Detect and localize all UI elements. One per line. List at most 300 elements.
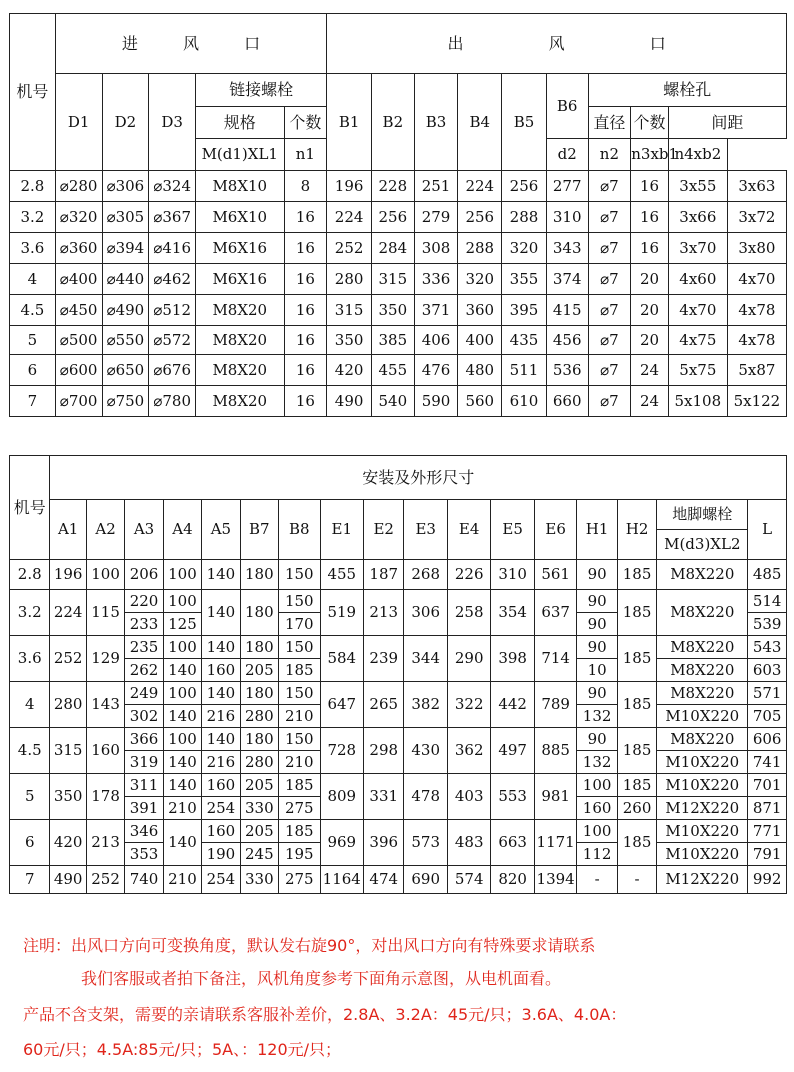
table-cell: 396 bbox=[364, 820, 404, 866]
table-cell: M10X220 bbox=[657, 843, 748, 866]
col-D2: D2 bbox=[102, 74, 149, 171]
table-cell: 320 bbox=[502, 233, 547, 264]
table-cell: 90 bbox=[577, 682, 617, 705]
table-cell: 258 bbox=[447, 590, 490, 636]
table-cell: 196 bbox=[327, 171, 372, 202]
note-line-4: 60元/只；4.5A:85元/只；5A、：120元/只； bbox=[23, 1040, 342, 1059]
table-cell: M6X10 bbox=[196, 202, 284, 233]
table-cell: 249 bbox=[125, 682, 163, 705]
table-cell: 140 bbox=[202, 560, 240, 590]
col-count2: 个数 bbox=[631, 107, 669, 139]
table-cell: ⌀324 bbox=[149, 171, 196, 202]
table-cell: 315 bbox=[327, 295, 372, 326]
machine-no-cell: 7 bbox=[10, 386, 56, 417]
table-row bbox=[10, 682, 787, 705]
col-L: L bbox=[748, 500, 787, 560]
col-spec: 规格 bbox=[196, 107, 284, 139]
table-cell: 310 bbox=[546, 202, 588, 233]
table-cell: 315 bbox=[50, 728, 86, 774]
foot-bolt-sub-header: M(d3)XL2 bbox=[657, 530, 748, 560]
table-cell: 571 bbox=[748, 682, 787, 705]
table-cell: 115 bbox=[86, 590, 124, 636]
table-cell: 10 bbox=[577, 659, 617, 682]
table-cell: 322 bbox=[447, 682, 490, 728]
table-cell: M12X220 bbox=[657, 797, 748, 820]
table-cell: ⌀600 bbox=[55, 355, 102, 386]
table-cell: 302 bbox=[125, 705, 163, 728]
col-n2: n2 bbox=[588, 139, 631, 171]
table-cell: 90 bbox=[577, 560, 617, 590]
table-cell: 490 bbox=[50, 866, 86, 894]
col-B8: B8 bbox=[279, 500, 320, 560]
table-cell: 483 bbox=[447, 820, 490, 866]
col-B1: B1 bbox=[327, 74, 372, 171]
table-cell: 216 bbox=[202, 751, 240, 774]
table-row bbox=[10, 326, 787, 355]
table-cell: ⌀512 bbox=[149, 295, 196, 326]
table-cell: 350 bbox=[327, 326, 372, 355]
table-cell: 298 bbox=[364, 728, 404, 774]
table-cell: ⌀400 bbox=[55, 264, 102, 295]
table-cell: 820 bbox=[491, 866, 534, 894]
table-cell: 701 bbox=[748, 774, 787, 797]
col-E4: E4 bbox=[447, 500, 490, 560]
table-cell: 288 bbox=[502, 202, 547, 233]
table-cell: 160 bbox=[202, 659, 240, 682]
note-line-1: 注明：出风口方向可变换角度，默认发右旋90°，对出风口方向有特殊要求请联系 bbox=[23, 936, 596, 955]
table-cell: 185 bbox=[617, 682, 656, 728]
table-cell: 350 bbox=[371, 295, 414, 326]
table-cell: 400 bbox=[458, 326, 502, 355]
col-n4xb2: n4xb2 bbox=[668, 139, 727, 171]
table-cell: 519 bbox=[320, 590, 363, 636]
table-cell: 539 bbox=[748, 613, 787, 636]
table-cell: M10X220 bbox=[657, 820, 748, 843]
col-count-sub: n1 bbox=[284, 139, 327, 171]
table-cell: 343 bbox=[546, 233, 588, 264]
table-cell: 319 bbox=[125, 751, 163, 774]
table-cell: 180 bbox=[240, 560, 278, 590]
install-dim-header: 安装及外形尺寸 bbox=[50, 456, 787, 500]
table-cell: 560 bbox=[458, 386, 502, 417]
table-cell: 480 bbox=[458, 355, 502, 386]
table-cell: 235 bbox=[125, 636, 163, 659]
table-cell: 90 bbox=[577, 728, 617, 751]
table-cell: 637 bbox=[534, 590, 576, 636]
table-cell: 330 bbox=[240, 866, 278, 894]
table-cell: 16 bbox=[284, 386, 327, 417]
table-cell: 178 bbox=[86, 774, 124, 820]
col-A4: A4 bbox=[163, 500, 201, 560]
table-cell: 224 bbox=[327, 202, 372, 233]
table-cell: 791 bbox=[748, 843, 787, 866]
table-cell: M8X220 bbox=[657, 682, 748, 705]
table-cell: M10X220 bbox=[657, 751, 748, 774]
machine-no-cell: 2.8 bbox=[10, 560, 50, 590]
table-row bbox=[10, 866, 787, 894]
table-cell: 262 bbox=[125, 659, 163, 682]
table-row bbox=[10, 590, 787, 613]
table-cell: 16 bbox=[284, 264, 327, 295]
table-cell: 442 bbox=[491, 682, 534, 728]
table-cell: 455 bbox=[371, 355, 414, 386]
table-cell: 3x55 bbox=[668, 171, 727, 202]
col-A3: A3 bbox=[125, 500, 163, 560]
col-n3xb1: n3xb1 bbox=[631, 139, 669, 171]
col-B6: B6 bbox=[546, 74, 588, 139]
table-cell: 5x122 bbox=[727, 386, 786, 417]
table-cell: 456 bbox=[546, 326, 588, 355]
table-cell: 140 bbox=[202, 682, 240, 705]
table-cell: 125 bbox=[163, 613, 201, 636]
table-cell: 100 bbox=[577, 820, 617, 843]
col-B5: B5 bbox=[502, 74, 547, 171]
table-cell: 24 bbox=[631, 386, 669, 417]
machine-no-cell: 5 bbox=[10, 774, 50, 820]
table-cell: ⌀450 bbox=[55, 295, 102, 326]
table-cell: 16 bbox=[631, 233, 669, 264]
table-cell: 714 bbox=[534, 636, 576, 682]
table-cell: 220 bbox=[125, 590, 163, 613]
table-cell: M8X220 bbox=[657, 659, 748, 682]
table-cell: 553 bbox=[491, 774, 534, 820]
table-cell: 346 bbox=[125, 820, 163, 843]
table-row bbox=[10, 171, 787, 202]
table-cell: 536 bbox=[546, 355, 588, 386]
col-spec-sub: M(d1)XL1 bbox=[196, 139, 284, 171]
table-cell: 315 bbox=[371, 264, 414, 295]
table-cell: 20 bbox=[631, 295, 669, 326]
table-cell: 213 bbox=[364, 590, 404, 636]
table-cell: 205 bbox=[240, 774, 278, 797]
table-cell: ⌀360 bbox=[55, 233, 102, 264]
table-cell: 90 bbox=[577, 590, 617, 613]
table-cell: 256 bbox=[371, 202, 414, 233]
col-B7: B7 bbox=[240, 500, 278, 560]
table-row bbox=[10, 295, 787, 326]
table-cell: 180 bbox=[240, 682, 278, 705]
table-row bbox=[10, 774, 787, 797]
table-cell: 3x72 bbox=[727, 202, 786, 233]
table-cell: 4x78 bbox=[727, 295, 786, 326]
col-E5: E5 bbox=[491, 500, 534, 560]
table-cell: 100 bbox=[163, 560, 201, 590]
table-cell: M10X220 bbox=[657, 705, 748, 728]
table-cell: 511 bbox=[502, 355, 547, 386]
table-cell: 185 bbox=[279, 774, 320, 797]
table-cell: 210 bbox=[163, 797, 201, 820]
table-cell: 100 bbox=[163, 590, 201, 613]
table-cell: 430 bbox=[404, 728, 447, 774]
col-H2: H2 bbox=[617, 500, 656, 560]
table-cell: 206 bbox=[125, 560, 163, 590]
table-cell: M10X220 bbox=[657, 774, 748, 797]
table-cell: 391 bbox=[125, 797, 163, 820]
table-cell: ⌀7 bbox=[588, 171, 631, 202]
table-cell: 277 bbox=[546, 171, 588, 202]
table-cell: 100 bbox=[163, 636, 201, 659]
machine-no-cell: 4.5 bbox=[10, 728, 50, 774]
col-D1: D1 bbox=[55, 74, 102, 171]
table-cell: 385 bbox=[371, 326, 414, 355]
table-cell: ⌀7 bbox=[588, 386, 631, 417]
table-cell: 150 bbox=[279, 728, 320, 751]
table-cell: 20 bbox=[631, 326, 669, 355]
machine-no-cell: 4 bbox=[10, 682, 50, 728]
table-cell: 420 bbox=[50, 820, 86, 866]
table-cell: 4x70 bbox=[668, 295, 727, 326]
table-cell: 590 bbox=[414, 386, 458, 417]
table-cell: 478 bbox=[404, 774, 447, 820]
table-cell: 330 bbox=[240, 797, 278, 820]
machine-no-cell: 6 bbox=[10, 820, 50, 866]
table-cell: 543 bbox=[748, 636, 787, 659]
table-cell: 374 bbox=[546, 264, 588, 295]
table-cell: 210 bbox=[279, 751, 320, 774]
col-B4: B4 bbox=[458, 74, 502, 171]
machine-no-header: 机号 bbox=[10, 14, 56, 171]
table-cell: 160 bbox=[202, 774, 240, 797]
table-cell: 1164 bbox=[320, 866, 363, 894]
table-cell: 561 bbox=[534, 560, 576, 590]
table-cell: 1171 bbox=[534, 820, 576, 866]
table-cell: 350 bbox=[50, 774, 86, 820]
table-cell: 382 bbox=[404, 682, 447, 728]
table-cell: 140 bbox=[202, 590, 240, 636]
table-cell: ⌀780 bbox=[149, 386, 196, 417]
col-E2: E2 bbox=[364, 500, 404, 560]
table-cell: 420 bbox=[327, 355, 372, 386]
table-cell: ⌀7 bbox=[588, 233, 631, 264]
machine-no-header: 机号 bbox=[10, 456, 50, 560]
table-cell: 185 bbox=[279, 820, 320, 843]
bolt-holes-header: 螺栓孔 bbox=[588, 74, 786, 107]
col-H1: H1 bbox=[577, 500, 617, 560]
table-row bbox=[10, 355, 787, 386]
table-cell: ⌀367 bbox=[149, 202, 196, 233]
table-cell: 8 bbox=[284, 171, 327, 202]
table-cell: 251 bbox=[414, 171, 458, 202]
table-cell: 284 bbox=[371, 233, 414, 264]
machine-no-cell: 3.2 bbox=[10, 202, 56, 233]
table-cell: 228 bbox=[371, 171, 414, 202]
table-row bbox=[10, 560, 787, 590]
table-cell: ⌀676 bbox=[149, 355, 196, 386]
table-cell: 371 bbox=[414, 295, 458, 326]
table-cell: 280 bbox=[240, 751, 278, 774]
table-cell: 254 bbox=[202, 797, 240, 820]
table-cell: 239 bbox=[364, 636, 404, 682]
table-cell: 311 bbox=[125, 774, 163, 797]
table-cell: 185 bbox=[617, 560, 656, 590]
table-cell: 1394 bbox=[534, 866, 576, 894]
table-cell: ⌀462 bbox=[149, 264, 196, 295]
table-cell: 789 bbox=[534, 682, 576, 728]
table-cell: - bbox=[577, 866, 617, 894]
table-cell: - bbox=[617, 866, 656, 894]
table-cell: M8X20 bbox=[196, 295, 284, 326]
table-cell: 140 bbox=[163, 774, 201, 797]
table-cell: 5x108 bbox=[668, 386, 727, 417]
table-cell: ⌀440 bbox=[102, 264, 149, 295]
table-cell: 306 bbox=[404, 590, 447, 636]
table-cell: 210 bbox=[279, 705, 320, 728]
table-cell: 603 bbox=[748, 659, 787, 682]
table-cell: 190 bbox=[202, 843, 240, 866]
table-cell: 3x63 bbox=[727, 171, 786, 202]
table-cell: 280 bbox=[240, 705, 278, 728]
note-line-2: 我们客服或者拍下备注，风机角度参考下面角示意图，从电机面看。 bbox=[81, 969, 562, 988]
table-cell: 16 bbox=[631, 202, 669, 233]
table-cell: 355 bbox=[502, 264, 547, 295]
table-cell: 180 bbox=[240, 590, 278, 636]
table-cell: 150 bbox=[279, 682, 320, 705]
table-cell: 308 bbox=[414, 233, 458, 264]
machine-no-cell: 7 bbox=[10, 866, 50, 894]
table-cell: 4x75 bbox=[668, 326, 727, 355]
table-cell: 288 bbox=[458, 233, 502, 264]
table-cell: M6X16 bbox=[196, 264, 284, 295]
table-cell: 435 bbox=[502, 326, 547, 355]
col-count: 个数 bbox=[284, 107, 327, 139]
table-cell: 290 bbox=[447, 636, 490, 682]
table-cell: 185 bbox=[617, 774, 656, 797]
table-cell: 205 bbox=[240, 820, 278, 843]
table-cell: 256 bbox=[502, 171, 547, 202]
inlet-header: 进 风 口 bbox=[55, 14, 327, 74]
table-cell: 5x87 bbox=[727, 355, 786, 386]
table-cell: 160 bbox=[577, 797, 617, 820]
table-cell: 180 bbox=[240, 728, 278, 751]
table-cell: ⌀7 bbox=[588, 202, 631, 233]
table-cell: 992 bbox=[748, 866, 787, 894]
table-cell: 140 bbox=[202, 728, 240, 751]
table-cell: 871 bbox=[748, 797, 787, 820]
table-cell: 3x66 bbox=[668, 202, 727, 233]
table-cell: 403 bbox=[447, 774, 490, 820]
table-cell: 216 bbox=[202, 705, 240, 728]
table-row bbox=[10, 386, 787, 417]
table-cell: 320 bbox=[458, 264, 502, 295]
table-cell: 140 bbox=[163, 659, 201, 682]
machine-no-cell: 3.2 bbox=[10, 590, 50, 636]
col-spacing: 间距 bbox=[668, 107, 786, 139]
table-cell: 275 bbox=[279, 797, 320, 820]
table-cell: 981 bbox=[534, 774, 576, 820]
table-cell: 256 bbox=[458, 202, 502, 233]
table-cell: 3x70 bbox=[668, 233, 727, 264]
table-cell: 185 bbox=[617, 636, 656, 682]
table-cell: 180 bbox=[240, 636, 278, 659]
table-cell: 741 bbox=[748, 751, 787, 774]
table-cell: 20 bbox=[631, 264, 669, 295]
table-cell: 354 bbox=[491, 590, 534, 636]
table-cell: ⌀416 bbox=[149, 233, 196, 264]
table-cell: 16 bbox=[284, 202, 327, 233]
table-cell: 268 bbox=[404, 560, 447, 590]
table-cell: 160 bbox=[86, 728, 124, 774]
table-cell: ⌀490 bbox=[102, 295, 149, 326]
table-cell: 690 bbox=[404, 866, 447, 894]
table-cell: ⌀306 bbox=[102, 171, 149, 202]
table-cell: 474 bbox=[364, 866, 404, 894]
table-cell: 344 bbox=[404, 636, 447, 682]
col-B2: B2 bbox=[371, 74, 414, 171]
outlet-inlet-dimension-table bbox=[9, 13, 787, 417]
table-cell: ⌀320 bbox=[55, 202, 102, 233]
table-cell: 610 bbox=[502, 386, 547, 417]
table-cell: 100 bbox=[163, 682, 201, 705]
table-cell: 331 bbox=[364, 774, 404, 820]
table-cell: 885 bbox=[534, 728, 576, 774]
table-cell: 16 bbox=[284, 326, 327, 355]
installation-dimension-table bbox=[9, 455, 787, 894]
table-cell: 16 bbox=[284, 295, 327, 326]
table-cell: 16 bbox=[631, 171, 669, 202]
table-row bbox=[10, 202, 787, 233]
table-cell: 132 bbox=[577, 705, 617, 728]
table-cell: 100 bbox=[577, 774, 617, 797]
table-cell: ⌀550 bbox=[102, 326, 149, 355]
table-cell: 280 bbox=[50, 682, 86, 728]
table-cell: 415 bbox=[546, 295, 588, 326]
table-cell: 490 bbox=[327, 386, 372, 417]
table-cell: 24 bbox=[631, 355, 669, 386]
col-A5: A5 bbox=[202, 500, 240, 560]
col-E3: E3 bbox=[404, 500, 447, 560]
table-cell: 140 bbox=[163, 751, 201, 774]
table-cell: 140 bbox=[202, 636, 240, 659]
table-cell: 663 bbox=[491, 820, 534, 866]
machine-no-cell: 3.6 bbox=[10, 636, 50, 682]
table-cell: 224 bbox=[458, 171, 502, 202]
table-cell: 573 bbox=[404, 820, 447, 866]
table-cell: 150 bbox=[279, 636, 320, 659]
table-cell: 336 bbox=[414, 264, 458, 295]
table-cell: 160 bbox=[202, 820, 240, 843]
table-cell: M8X220 bbox=[657, 590, 748, 636]
table-cell: ⌀700 bbox=[55, 386, 102, 417]
table-cell: 140 bbox=[163, 820, 201, 866]
table-cell: ⌀7 bbox=[588, 264, 631, 295]
machine-no-cell: 3.6 bbox=[10, 233, 56, 264]
table-cell: 4x60 bbox=[668, 264, 727, 295]
table-cell: 254 bbox=[202, 866, 240, 894]
table-cell: M8X220 bbox=[657, 728, 748, 751]
table-cell: 395 bbox=[502, 295, 547, 326]
table-cell: 245 bbox=[240, 843, 278, 866]
col-diameter: 直径 bbox=[588, 107, 631, 139]
table-cell: M8X220 bbox=[657, 560, 748, 590]
col-A1: A1 bbox=[50, 500, 86, 560]
table-cell: 280 bbox=[327, 264, 372, 295]
table-cell: 132 bbox=[577, 751, 617, 774]
table-cell: ⌀394 bbox=[102, 233, 149, 264]
table-cell: ⌀7 bbox=[588, 295, 631, 326]
table-row bbox=[10, 728, 787, 751]
table-row bbox=[10, 233, 787, 264]
table-cell: 4x70 bbox=[727, 264, 786, 295]
table-cell: ⌀572 bbox=[149, 326, 196, 355]
table-cell: 398 bbox=[491, 636, 534, 682]
foot-bolt-header: 地脚螺栓 bbox=[657, 500, 748, 530]
table-cell: 100 bbox=[86, 560, 124, 590]
table-cell: 90 bbox=[577, 636, 617, 659]
table-cell: 252 bbox=[327, 233, 372, 264]
table-cell: 366 bbox=[125, 728, 163, 751]
table-cell: 170 bbox=[279, 613, 320, 636]
table-cell: 129 bbox=[86, 636, 124, 682]
